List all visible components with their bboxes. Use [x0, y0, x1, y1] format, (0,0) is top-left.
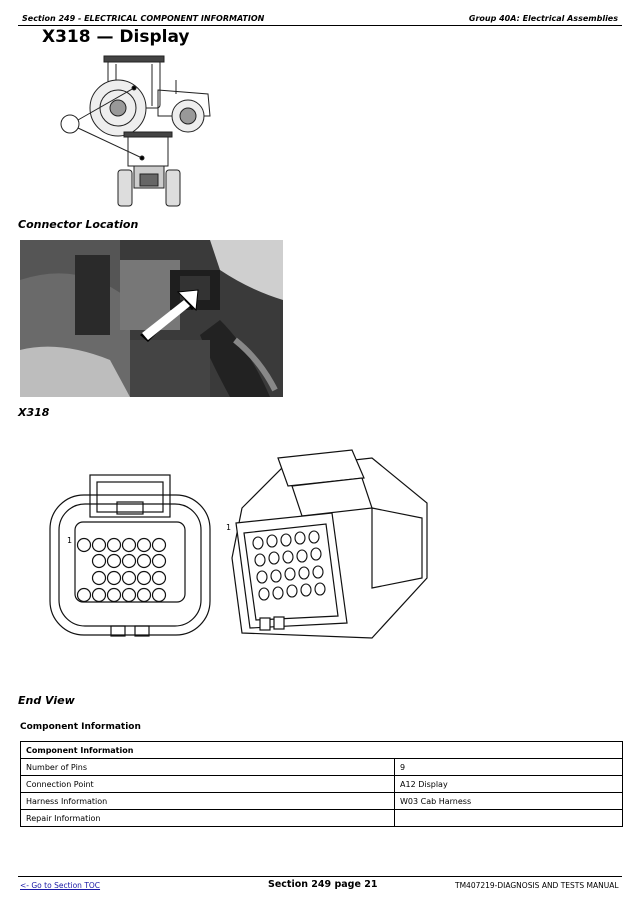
row-label: Harness Information [21, 793, 395, 810]
header-rule [18, 25, 622, 26]
pin-one-label-end-view: 1 [67, 536, 73, 545]
row-value [395, 810, 623, 827]
table-row [21, 793, 623, 810]
table-row [21, 810, 623, 827]
caption-end-view: End View [18, 694, 75, 707]
component-info-table [20, 741, 623, 827]
caption-connector-location: Connector Location [18, 218, 139, 231]
connector-location-photo [20, 240, 283, 397]
row-value: A12 Display [395, 776, 623, 793]
page-number: Section 249 page 21 [268, 879, 378, 890]
section-header-right: Group 40A: Electrical Assemblies [468, 14, 618, 23]
pin-one-label-iso-view: 1 [226, 523, 232, 532]
page-title: X318 — Display [42, 27, 190, 47]
row-label: Repair Information [21, 810, 395, 827]
go-to-section-toc-link[interactable]: <- Go to Section TOC [20, 881, 101, 890]
tractor-location-illustration [58, 50, 218, 212]
row-label: Number of Pins [21, 759, 395, 776]
caption-x318: X318 [18, 406, 50, 419]
footer-rule [18, 876, 622, 877]
manual-id: TM407219-DIAGNOSIS AND TESTS MANUAL [455, 881, 619, 890]
table-header-cell: Component Information [21, 742, 623, 759]
table-header-row [21, 742, 623, 759]
table-row [21, 759, 623, 776]
row-value: 9 [395, 759, 623, 776]
row-value: W03 Cab Harness [395, 793, 623, 810]
section-header-left: Section 249 - ELECTRICAL COMPONENT INFORMATION [22, 14, 265, 23]
connector-end-view-diagram [45, 470, 215, 650]
connector-isometric-diagram [222, 448, 432, 658]
table-row [21, 776, 623, 793]
row-label: Connection Point [21, 776, 395, 793]
component-info-title: Component Information [20, 722, 141, 732]
